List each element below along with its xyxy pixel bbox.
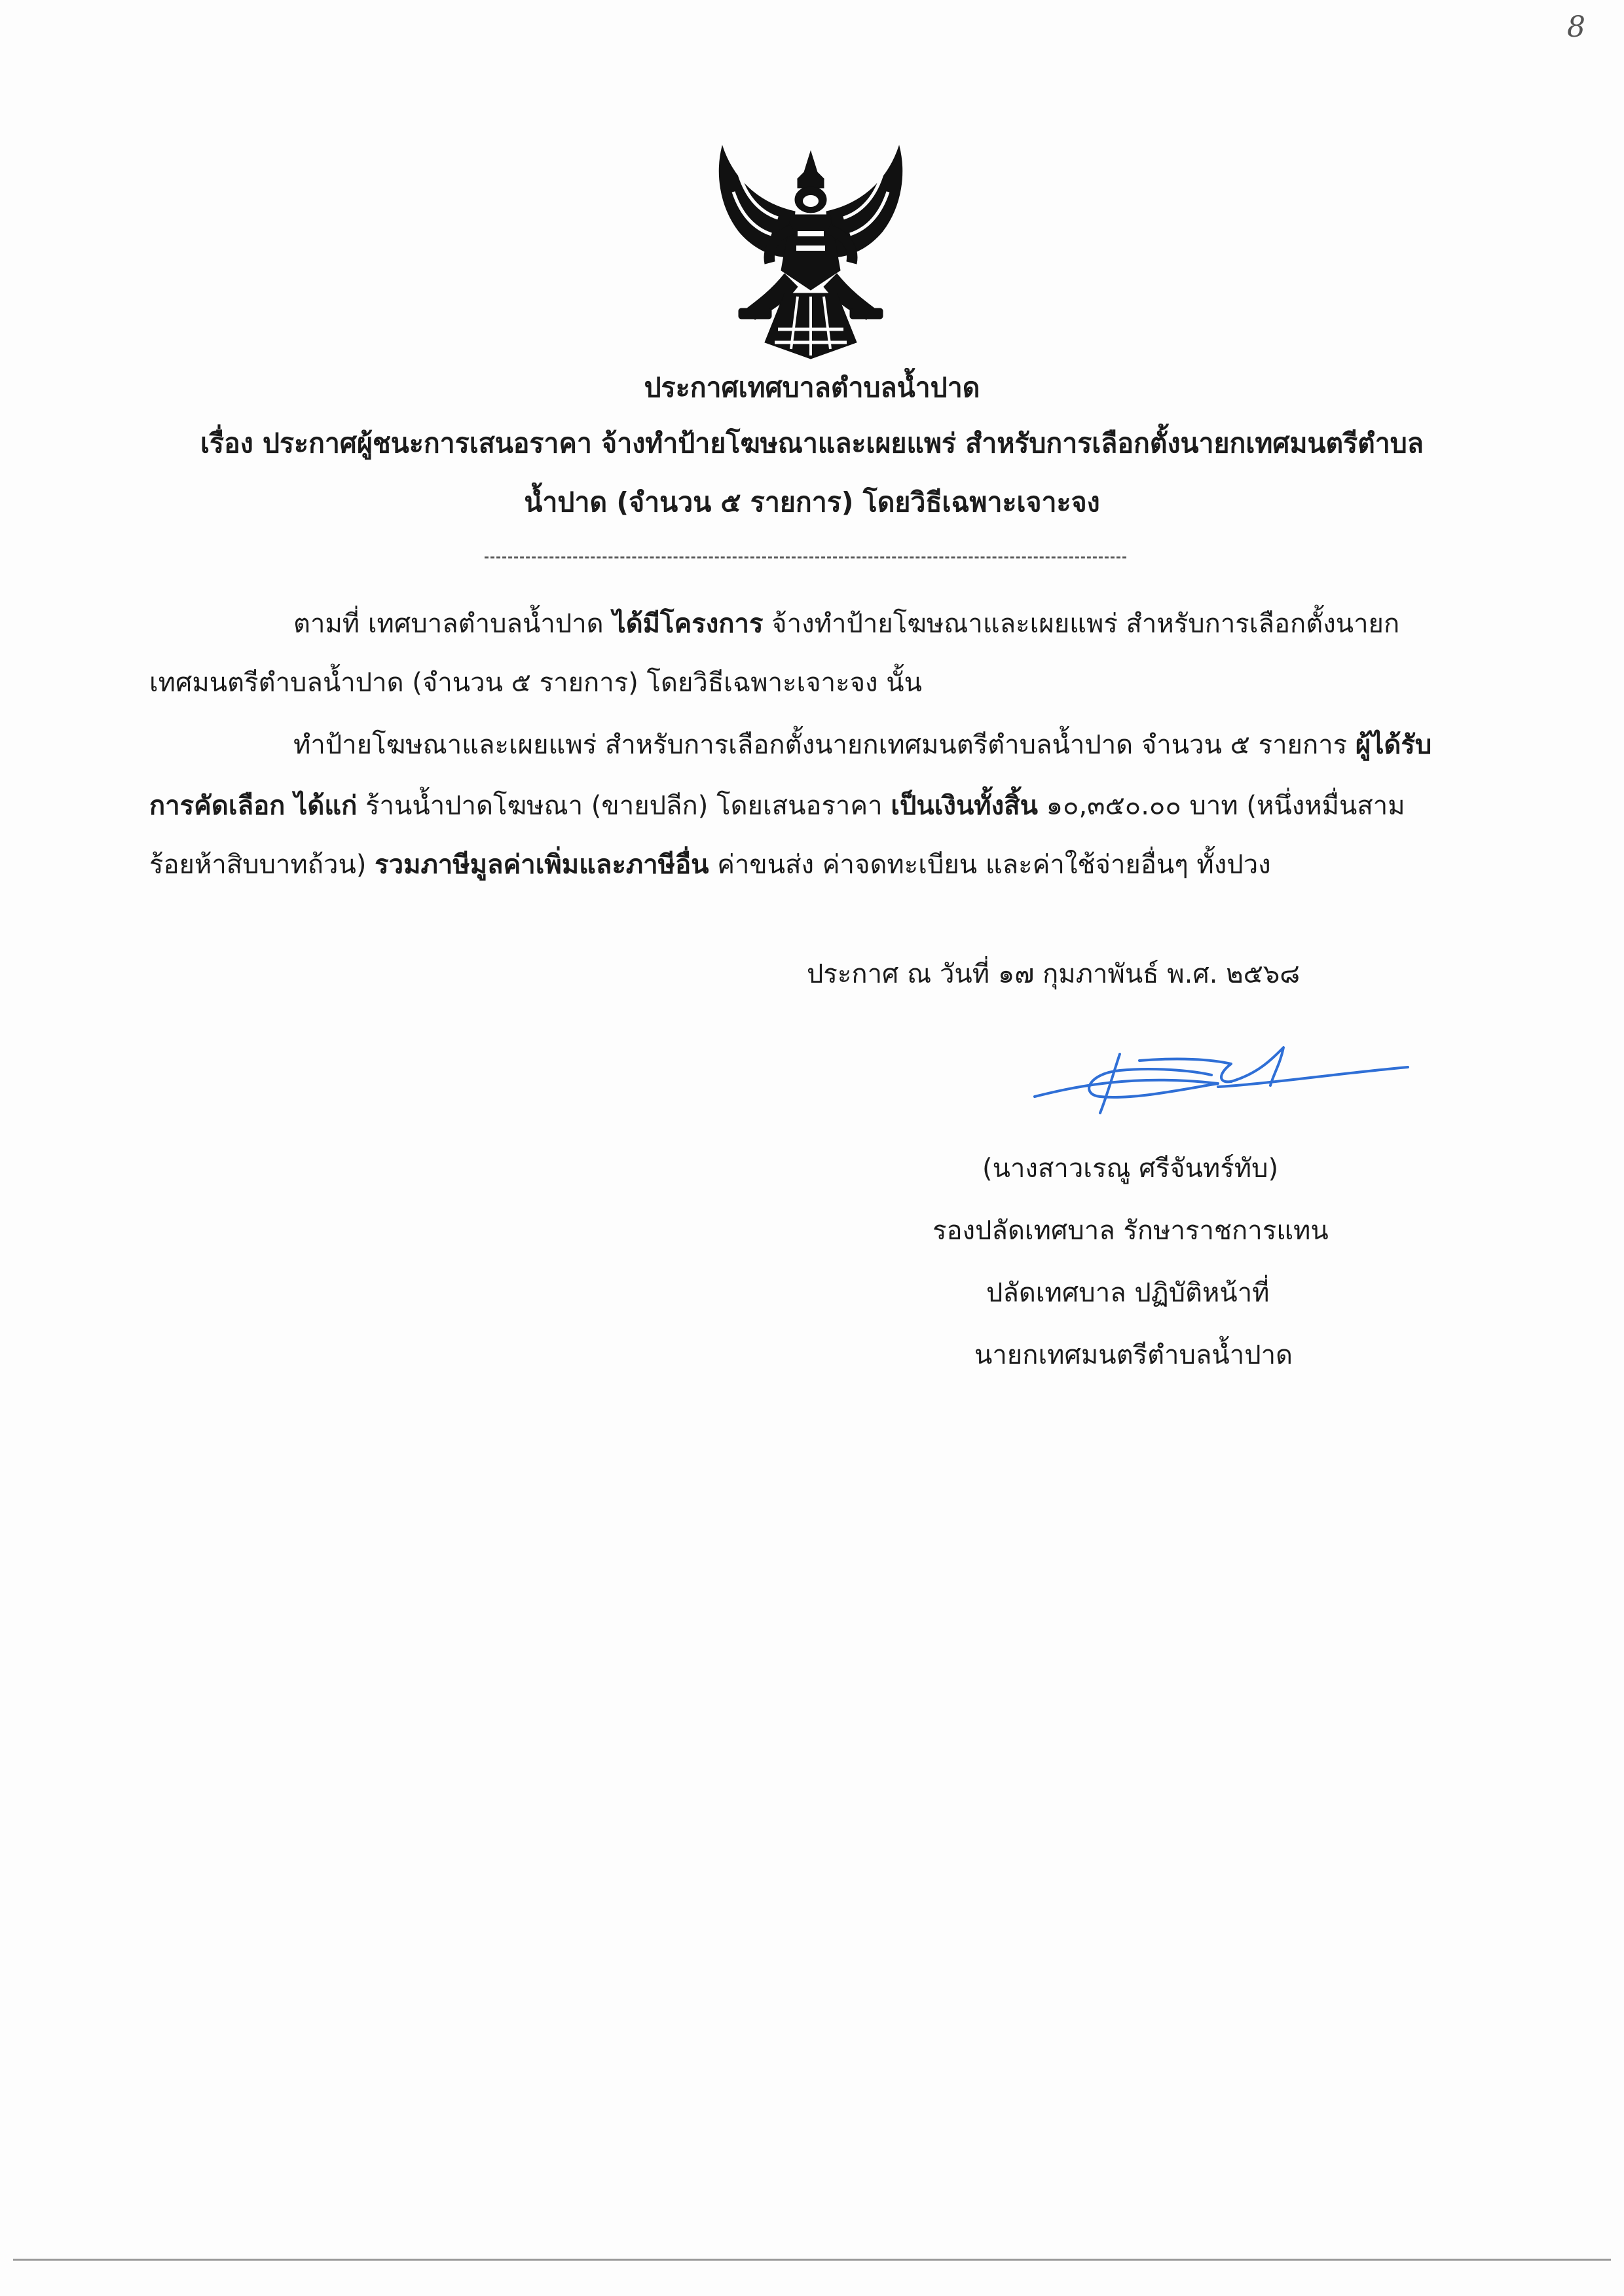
paragraph2-line3-rest: ค่าขนส่ง ค่าจดทะเบียน และค่าใช้จ่ายอื่นๆ ทั้งปวง bbox=[709, 850, 1271, 880]
paragraph1-bold: ได้มีโครงการ bbox=[603, 609, 764, 639]
announcement-date: ประกาศ ณ วันที่ ๑๗ กุมภาพันธ์ พ.ศ. ๒๕๖๘ bbox=[807, 959, 1301, 989]
paragraph1-prefix: ตามที่ เทศบาลตำบลน้ำปาด bbox=[293, 609, 604, 639]
separator-line bbox=[485, 556, 1126, 558]
signer-position-line3: นายกเทศมนตรีตำบลน้ำปาด bbox=[974, 1340, 1293, 1370]
announcement-agency-title: ประกาศเทศบาลตำบลน้ำปาด bbox=[644, 372, 980, 403]
paragraph2-line1-bold: ผู้ได้รับ bbox=[1355, 730, 1432, 760]
paragraph2-line2-text: ร้านน้ำปาดโฆษณา (ขายปลีก) โดยเสนอราคา bbox=[357, 791, 891, 821]
paragraph2-line3 bbox=[149, 843, 1271, 885]
paragraph2-line1-text: ทำป้ายโฆษณาและเผยแพร่ สำหรับการเลือกตั้งนายกเทศมนตรีตำบลน้ำปาด จำนวน ๕ รายการ bbox=[293, 730, 1356, 760]
handwritten-signature bbox=[1022, 1034, 1414, 1120]
announcement-subject-line2: น้ำปาด (จำนวน ๕ รายการ) โดยวิธีเฉพาะเจาะจง bbox=[524, 486, 1100, 518]
signer-name: (นางสาวเรณู ศรีจันทร์ทับ) bbox=[982, 1154, 1279, 1184]
garuda-emblem-icon bbox=[699, 133, 922, 363]
paragraph1-line2: เทศมนตรีตำบลน้ำปาด (จำนวน ๕ รายการ) โดยวิธีเฉพาะเจาะจง นั้น bbox=[149, 668, 922, 698]
paragraph2-line2-bold: การคัดเลือก ได้แก่ bbox=[149, 791, 358, 821]
page-bottom-edge bbox=[13, 2259, 1611, 2261]
paragraph2-line3-text: ร้อยห้าสิบบาทถ้วน) bbox=[149, 850, 375, 880]
page-number-text: 8 bbox=[1567, 10, 1585, 44]
signer-position-line1: รองปลัดเทศบาล รักษาราชการแทน bbox=[932, 1216, 1329, 1246]
paragraph1-rest: จ้างทำป้ายโฆษณาและเผยแพร่ สำหรับการเลือกตั้งนายก bbox=[763, 609, 1400, 639]
paragraph2-amount: ๑๐,๓๕๐.๐๐ บาท (หนึ่งหมื่นสาม bbox=[1037, 791, 1405, 821]
paragraph2-line2 bbox=[149, 784, 1405, 826]
paragraph2-line2-bold2: เป็นเงินทั้งสิ้น bbox=[891, 791, 1038, 821]
signer-position-line2: ปลัดเทศบาล ปฏิบัติหน้าที่ bbox=[986, 1278, 1270, 1308]
paragraph2-line3-bold: รวมภาษีมูลค่าเพิ่มและภาษีอื่น bbox=[375, 850, 709, 880]
announcement-subject-line1: เรื่อง ประกาศผู้ชนะการเสนอราคา จ้างทำป้ายโฆษณาและเผยแพร่ สำหรับการเลือกตั้งนายกเทศมนตรีตำบล bbox=[200, 428, 1424, 459]
paragraph2-line1 bbox=[293, 723, 1431, 765]
page-number-mark bbox=[1562, 5, 1601, 51]
paragraph1-line1 bbox=[293, 602, 1399, 644]
